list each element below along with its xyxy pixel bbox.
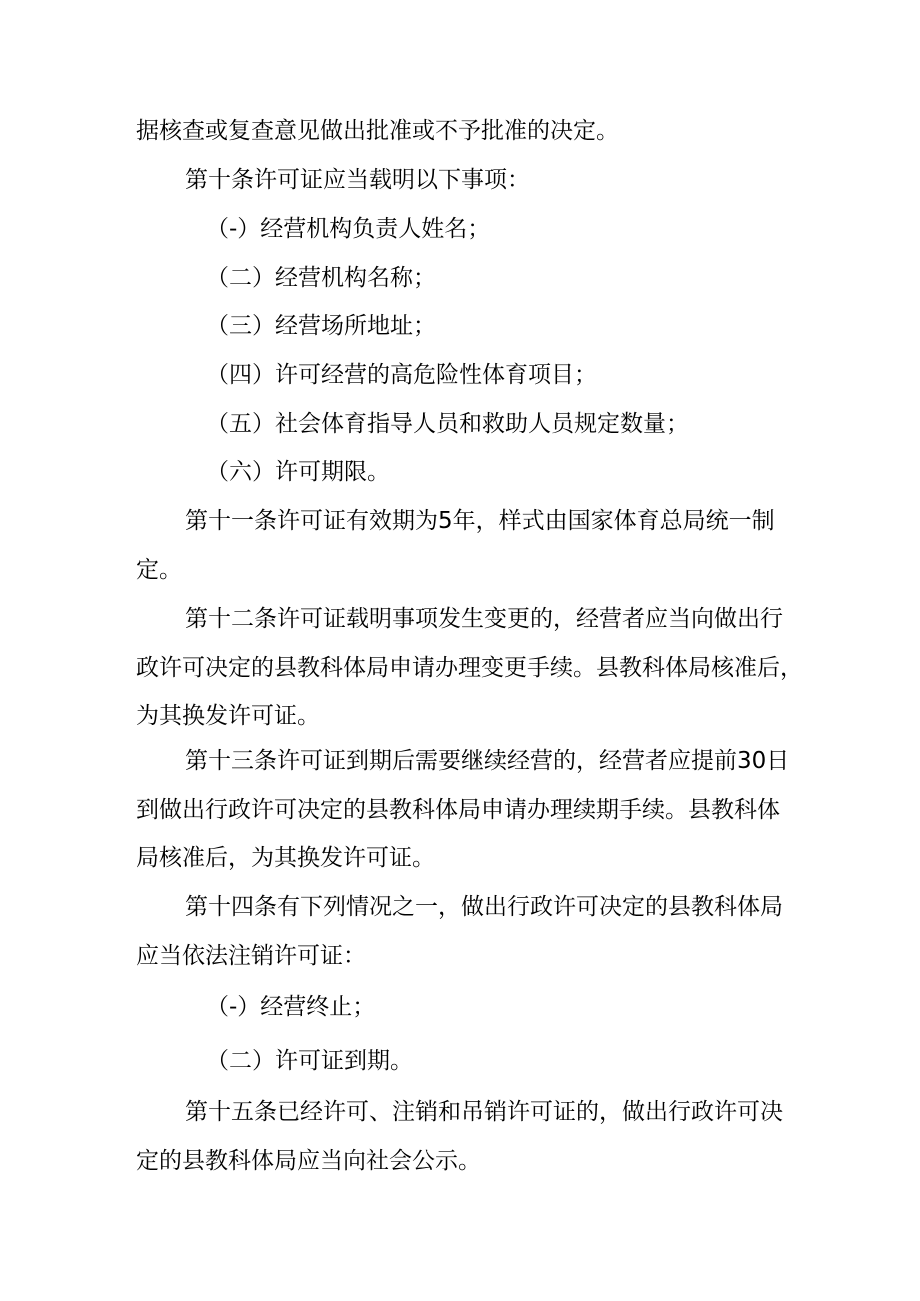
text-line: 局核准后，为其换发许可证。: [136, 845, 435, 871]
list-item: （二）经营机构名称；: [206, 265, 436, 291]
text-line: 应当依法注销许可证：: [136, 943, 366, 969]
article-13-line: 第十三条许可证到期后需要继续经营的，经营者应提前30日: [185, 748, 790, 774]
list-item: （六）许可期限。: [206, 459, 390, 485]
text-line: 定。: [136, 557, 182, 583]
text-line: 为其换发许可证。: [136, 703, 320, 729]
article-12-line: 第十二条许可证载明事项发生变更的，经营者应当向做出行: [185, 606, 783, 632]
text-line: 政许可决定的县教科体局申请办理变更手续。县教科体局核准后，: [136, 655, 803, 681]
article-10-heading: 第十条许可证应当载明以下事项：: [185, 167, 530, 193]
list-item: （二）许可证到期。: [206, 1048, 413, 1074]
list-item: （-）经营机构负责人姓名；: [206, 216, 491, 242]
list-item: （五）社会体育指导人员和救助人员规定数量；: [206, 411, 689, 437]
list-item: （-）经营终止；: [206, 994, 376, 1020]
article-14-line: 第十四条有下列情况之一，做出行政许可决定的县教科体局: [185, 894, 783, 920]
text-line: 定的县教科体局应当向社会公示。: [136, 1148, 481, 1174]
text-line: 据核查或复查意见做出批准或不予批准的决定。: [136, 118, 619, 144]
list-item: （四）许可经营的高危险性体育项目；: [206, 362, 597, 388]
article-11-line: 第十一条许可证有效期为5年，样式由国家体育总局统一制: [185, 508, 775, 534]
text-line: 到做出行政许可决定的县教科体局申请办理续期手续。县教科体: [136, 797, 780, 823]
list-item: （三）经营场所地址；: [206, 313, 436, 339]
article-15-line: 第十五条已经许可、注销和吊销许可证的，做出行政许可决: [185, 1099, 783, 1125]
